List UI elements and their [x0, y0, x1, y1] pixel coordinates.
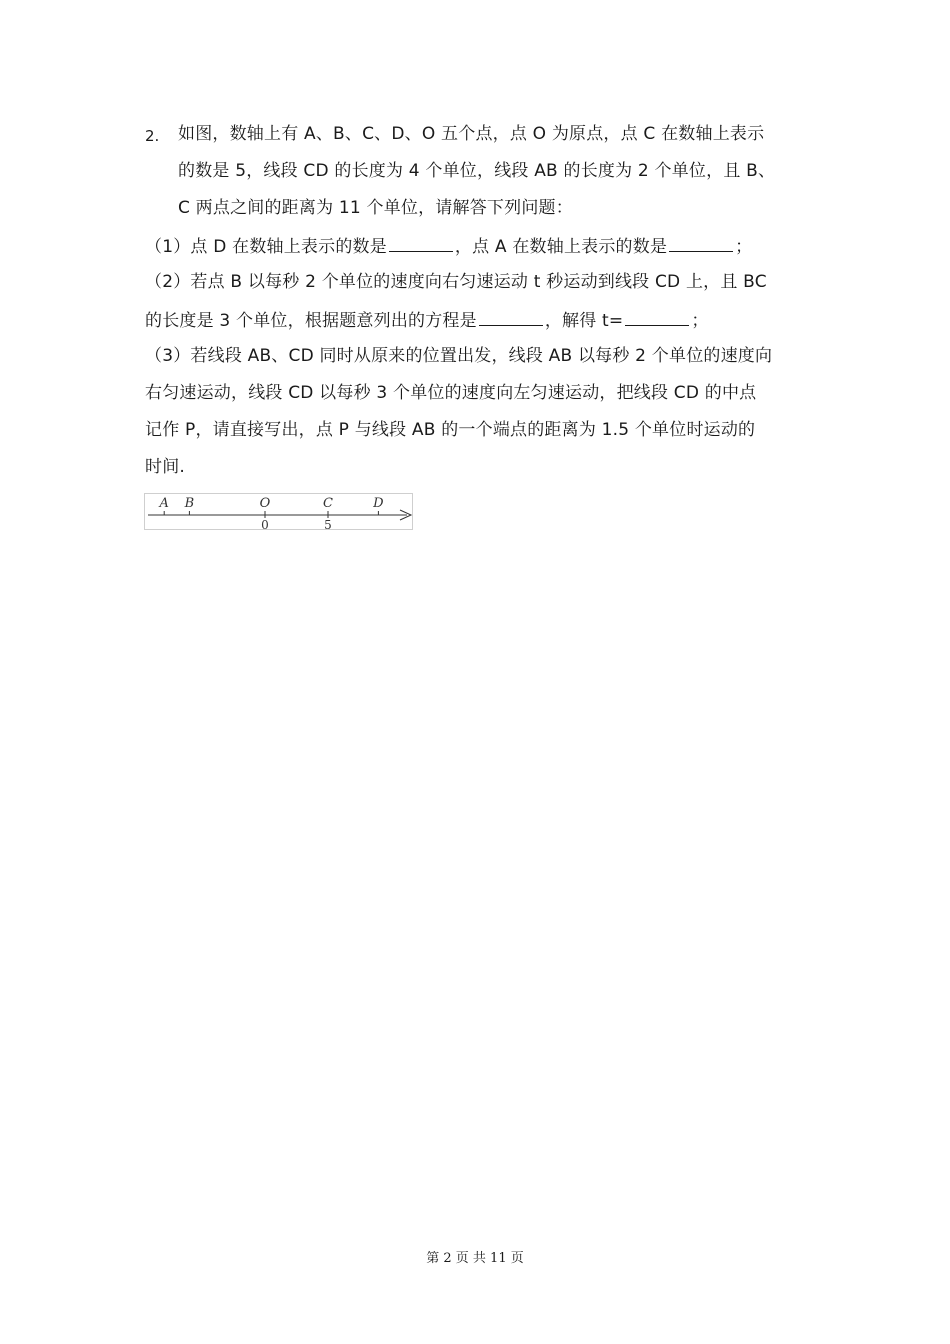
number-line-figure — [144, 493, 413, 530]
part2-line-1: （2）若点 B 以每秒 2 个单位的速度向右匀速运动 t 秒运动到线段 CD 上，且 BC — [145, 272, 767, 292]
part3-line-3: 记作 P，请直接写出，点 P 与线段 AB 的一个端点的距离为 1.5 个单位时运动的 — [145, 420, 756, 440]
page-footer: 第 2 页 共 11 页 — [426, 1251, 524, 1266]
answer-blank-equation[interactable] — [479, 307, 543, 326]
part3-line-4: 时间. — [145, 457, 186, 477]
tick-label-5: 5 — [324, 518, 332, 531]
point-label-d: D — [373, 496, 384, 511]
point-label-o: O — [259, 496, 271, 511]
part3-line-2: 右匀速运动，线段 CD 以每秒 3 个单位的速度向左匀速运动，把线段 CD 的中点 — [145, 383, 757, 403]
intro-line-1: 如图，数轴上有 A、B、C、D、O 五个点，点 O 为原点，点 C 在数轴上表示 — [178, 124, 765, 144]
number-line-svg — [145, 494, 414, 531]
part1-text-b: ，点 A 在数轴上表示的数是 — [454, 237, 668, 257]
tick-label-0: 0 — [261, 518, 269, 531]
part1-text-c: ； — [735, 237, 753, 257]
point-label-a: A — [159, 496, 169, 511]
part2-text-a: 的长度是 3 个单位，根据题意列出的方程是 — [145, 311, 477, 331]
answer-blank-d[interactable] — [389, 233, 453, 252]
point-label-b: B — [184, 496, 195, 511]
answer-blank-t[interactable] — [625, 307, 689, 326]
point-label-c: C — [323, 496, 333, 511]
part2-line-2 — [145, 307, 709, 333]
part2-text-b: ，解得 t= — [544, 311, 624, 331]
answer-blank-a[interactable] — [669, 233, 733, 252]
part2-text-c: ； — [691, 311, 709, 331]
question-number: 2. — [145, 127, 160, 145]
intro-line-2: 的数是 5，线段 CD 的长度为 4 个单位，线段 AB 的长度为 2 个单位，且 B、 — [178, 161, 776, 181]
intro-line-3: C 两点之间的距离为 11 个单位，请解答下列问题： — [178, 198, 573, 218]
part1-text-a: （1）点 D 在数轴上表示的数是 — [145, 237, 387, 257]
part3-line-1: （3）若线段 AB、CD 同时从原来的位置出发，线段 AB 以每秒 2 个单位的速度向 — [145, 346, 773, 366]
part1-line — [145, 233, 752, 259]
